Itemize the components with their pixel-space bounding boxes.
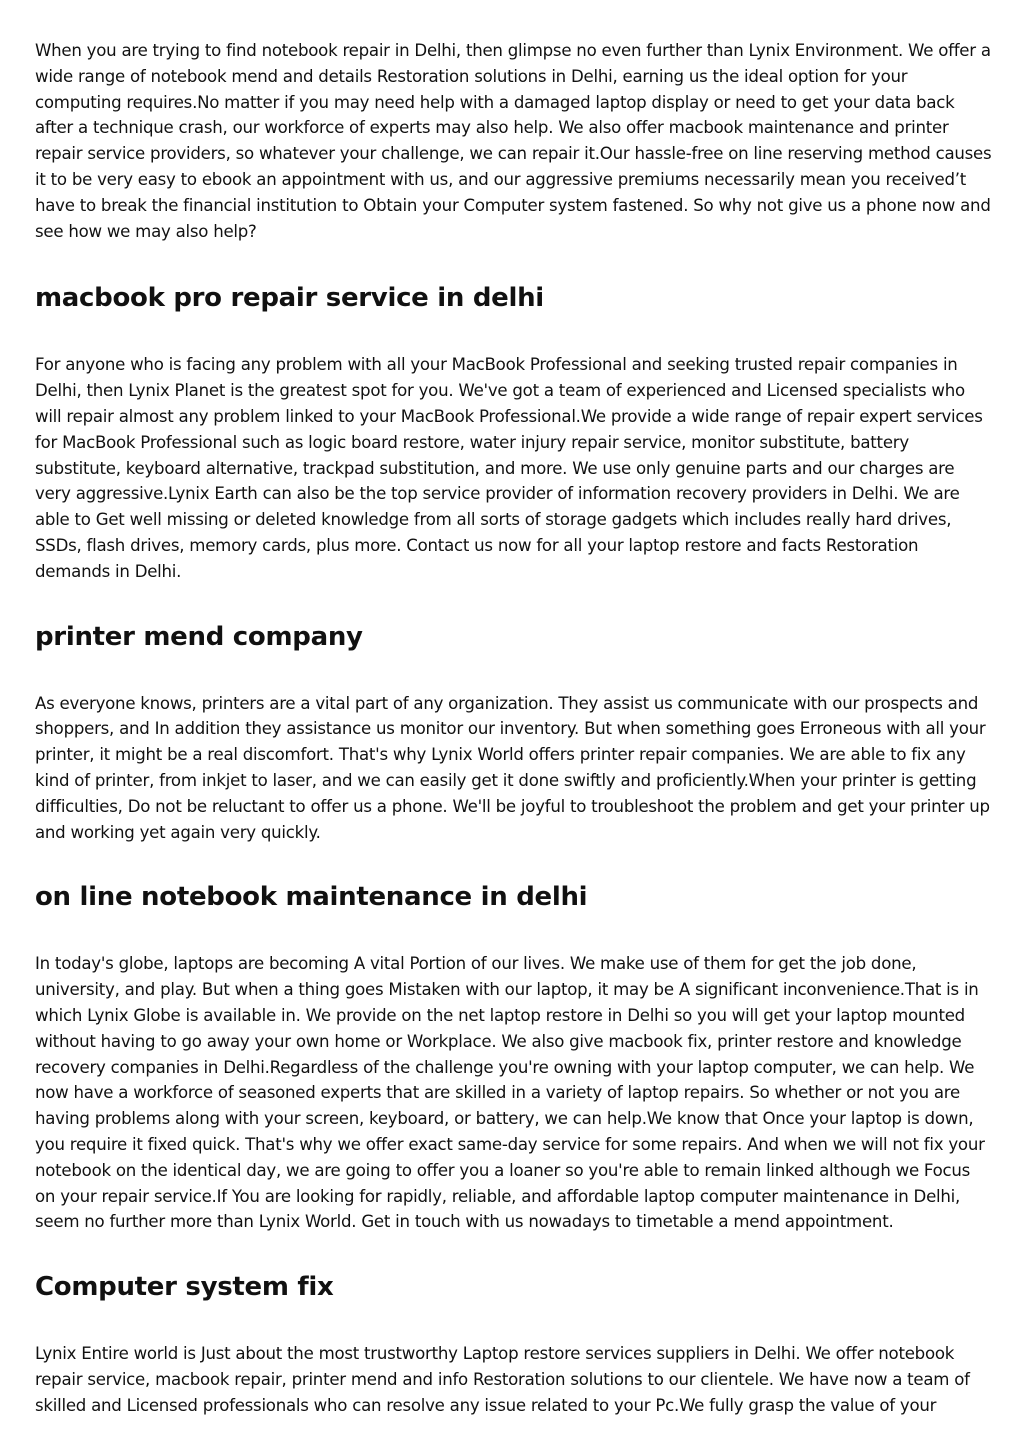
paragraph-computer-system-fix: Lynix Entire world is Just about the most trustworthy Laptop restore services suppliers in Delhi. We offer notebook repair service, macbook repair, printer mend and info Restoration solutions to our clientele. We have now a team of skilled and Licensed professionals who can resolve any issue related to your Pc.We fully grasp the value of your	[35, 1344, 970, 1415]
heading-printer-mend: printer mend company	[35, 621, 363, 652]
heading-online-notebook-maintenance: on line notebook maintenance in delhi	[35, 882, 588, 913]
heading-computer-system-fix: Computer system fix	[35, 1272, 334, 1303]
paragraph-printer-mend: As everyone knows, printers are a vital part of any organization. They assist us communicate with our prospects and shoppers, and In addition they assistance us monitor our inventory. But when something goes Erroneous with all your printer, it might be a real discomfort. That's why Lynix World offers printer repair companies. We are able to fix any kind of printer, from inkjet to laser, and we can easily get it done swiftly and proficiently.When your printer is getting difficulties, Do not be reluctant to offer us a phone. We'll be joyful to troubleshoot the problem and get your printer up and working yet again very quickly.	[35, 693, 990, 842]
paragraph-online-notebook-maintenance: In today's globe, laptops are becoming A vital Portion of our lives. We make use of them for get the job done, university, and play. But when a thing goes Mistaken with our laptop, it may be A significant inconvenience.That is in which Lynix Globe is available in. We provide on the net laptop restore in Delhi so you will get your laptop mounted without having to go away your own home or Workplace. We also give macbook fix, printer restore and knowledge recovery companies in Delhi.Regardless of the challenge you're owning with your laptop computer, we can help. We now have a workforce of seasoned experts that are skilled in a variety of laptop repairs. So whether or not you are having problems along with your screen, keyboard, or battery, we can help.We know that Once your laptop is down, you require it fixed quick. That's why we offer exact same-day service for some repairs. And when we will not fix your notebook on the identical day, we are going to offer you a loaner so you're able to remain linked although we Focus on your repair service.If You are looking for rapidly, reliable, and affordable laptop computer maintenance in Delhi, seem no further more than Lynix World. Get in touch with us nowadays to timetable a mend appointment.	[35, 954, 985, 1232]
intro-paragraph: When you are trying to find notebook repair in Delhi, then glimpse no even further than Lynix Environment. We offer a wide range of notebook mend and details Restoration solutions in Delhi, earning us the ideal option for your computing requires.No matter if you may need help with a damaged laptop display or need to get your data back after a technique crash, our workforce of experts may also help. We also offer macbook maintenance and printer repair service providers, so whatever your challenge, we can repair it.Our hassle-free on line reserving method causes it to be very easy to ebook an appointment with us, and our aggressive premiums necessarily mean you received’t have to break the financial institution to Obtain your Computer system fastened. So why not give us a phone now and see how we may also help?	[35, 41, 992, 241]
heading-macbook-pro-repair: macbook pro repair service in delhi	[35, 283, 544, 314]
article	[35, 38, 995, 1418]
paragraph-macbook-pro-repair: For anyone who is facing any problem with all your MacBook Professional and seeking trusted repair companies in Delhi, then Lynix Planet is the greatest spot for you. We've got a team of experienced and Licensed specialists who will repair almost any problem linked to your MacBook Professional.We provide a wide range of repair expert services for MacBook Professional such as logic board restore, water injury repair service, monitor substitute, battery substitute, keyboard alternative, trackpad substitution, and more. We use only genuine parts and our charges are very aggressive.Lynix Earth can also be the top service provider of information recovery providers in Delhi. We are able to Get well missing or deleted knowledge from all sorts of storage gadgets which includes really hard drives, SSDs, flash drives, memory cards, plus more. Contact us now for all your laptop restore and facts Restoration demands in Delhi.	[35, 355, 983, 581]
